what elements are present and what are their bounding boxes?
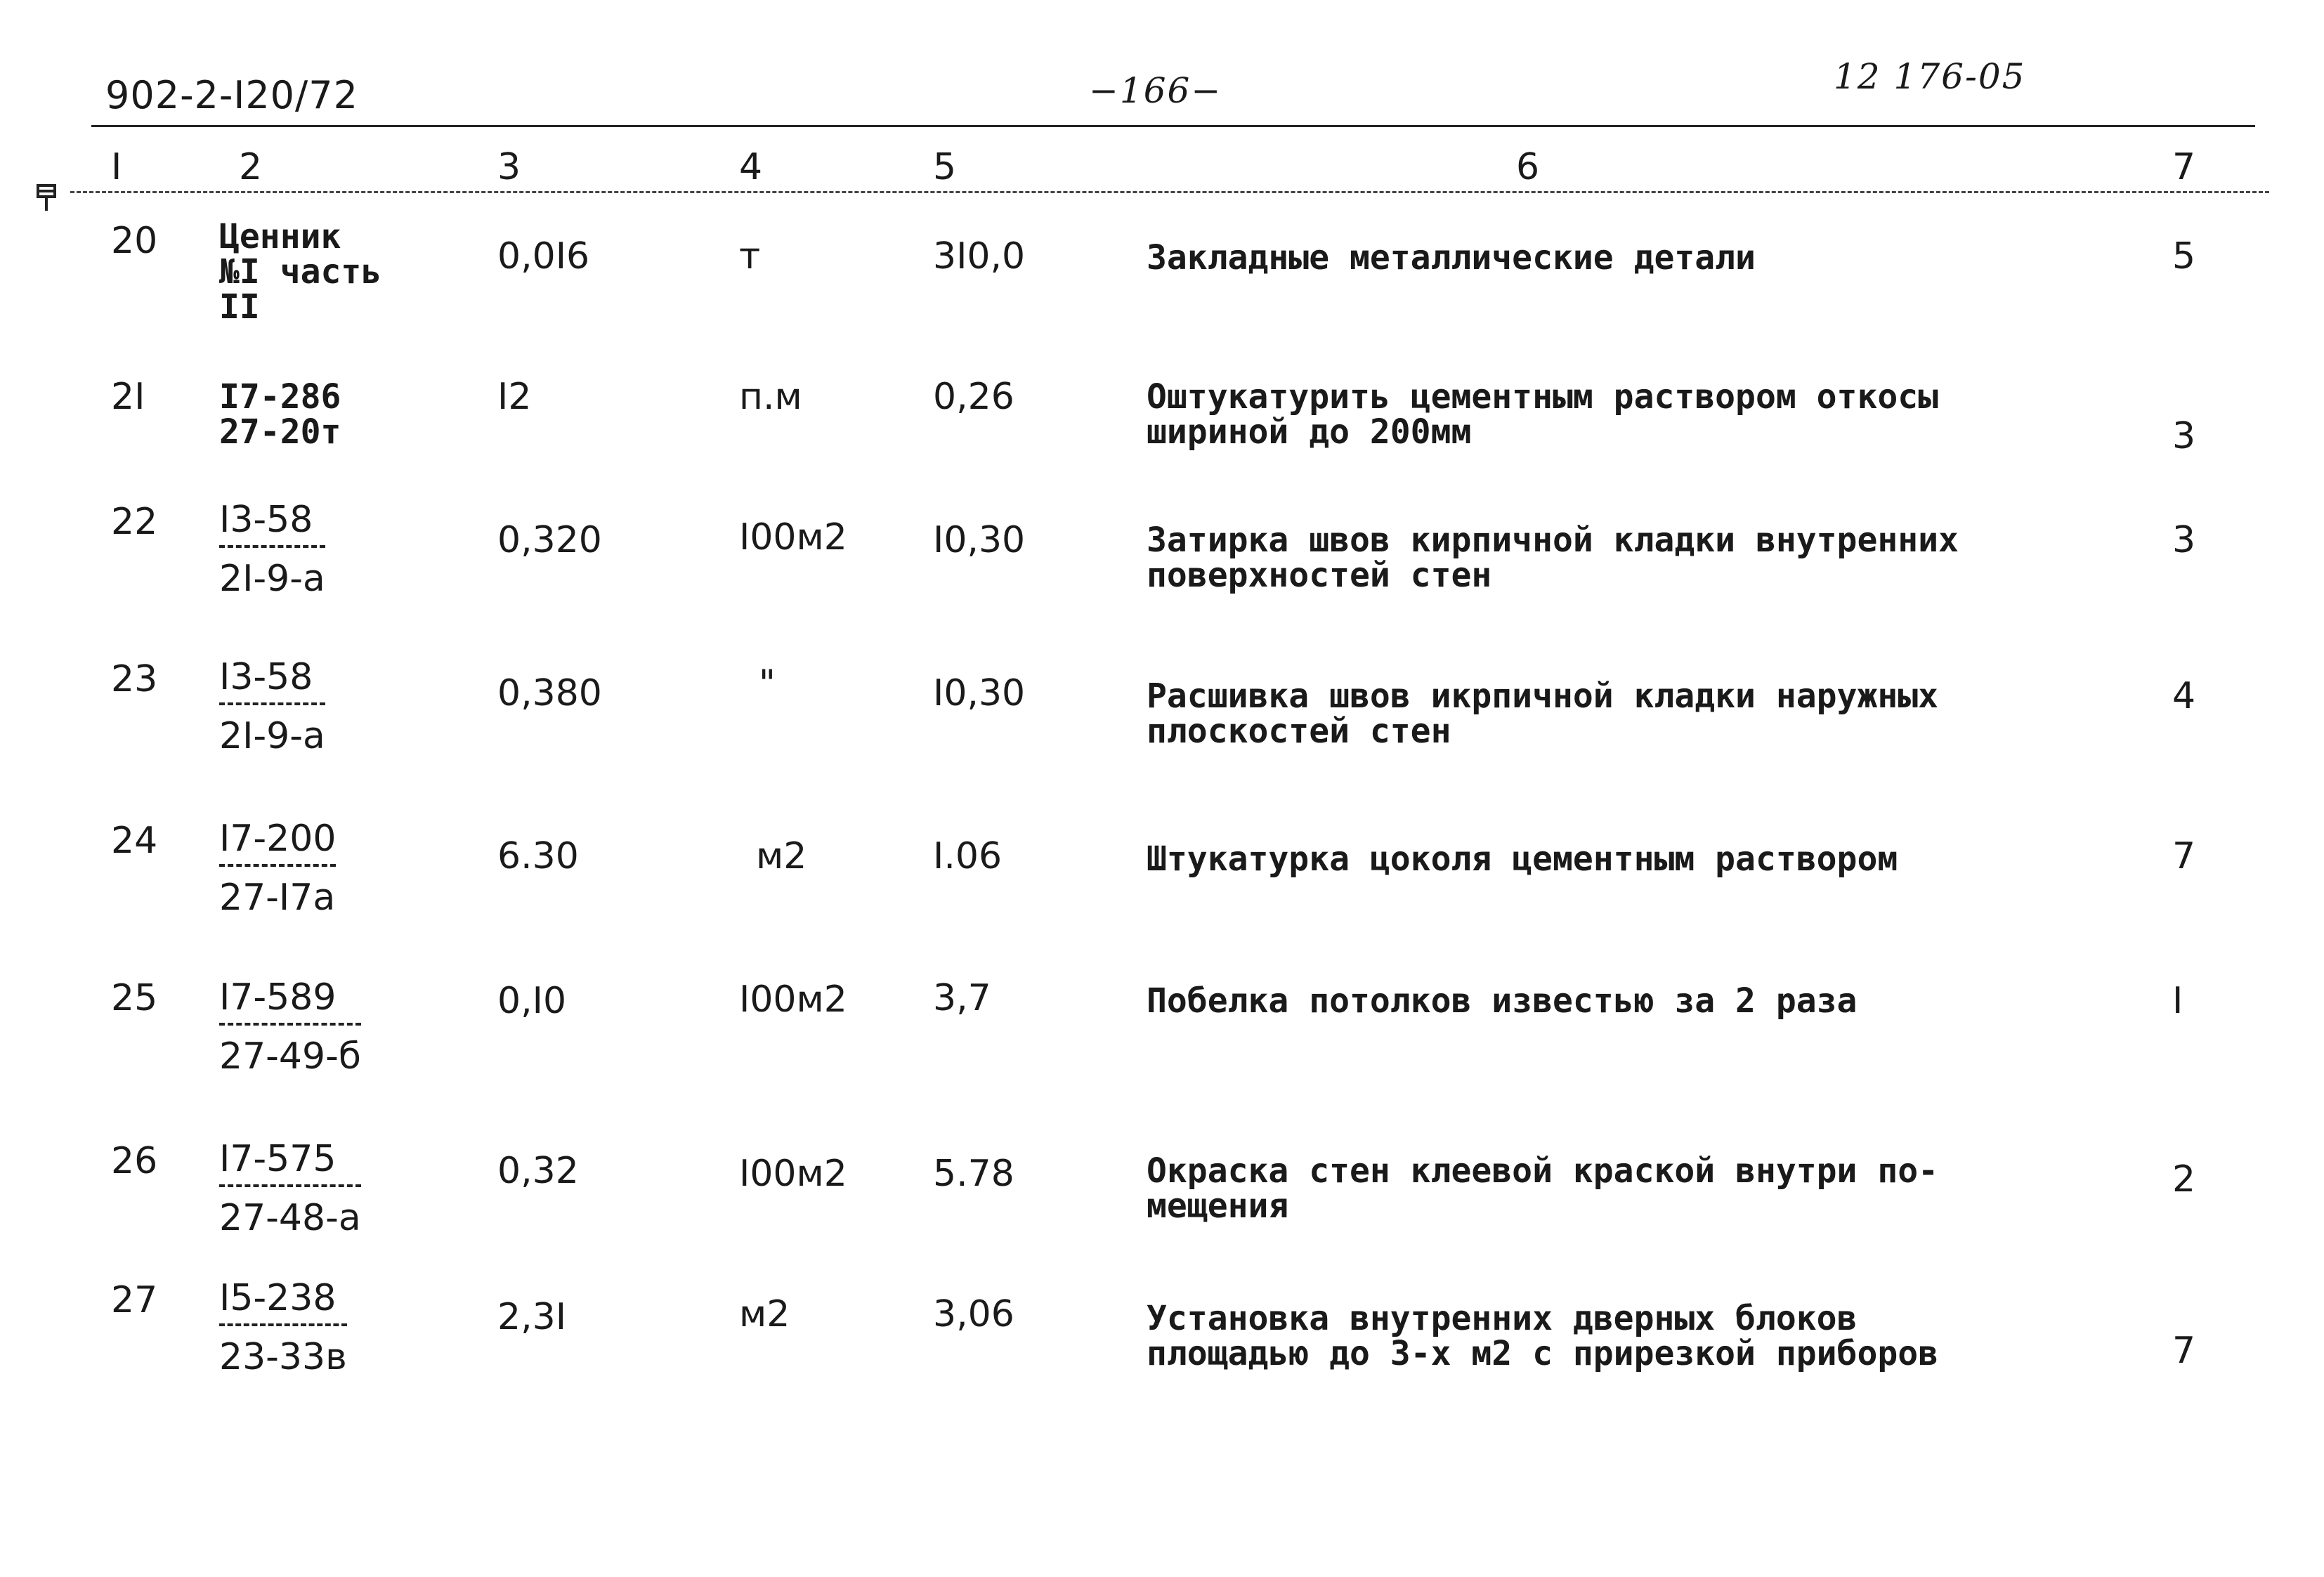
column-header-5: 5 [933,146,957,188]
work-description: Расшивка швов икрпичной кладки наружных плоскостей стен [1147,676,1939,751]
row-number: 23 [111,658,158,700]
quantity: 6.30 [497,835,579,877]
work-description: Оштукатурить цементным раствором откосы шириной до 200мм [1147,377,1939,452]
binding-mark-icon [37,184,58,211]
unit-price: 3,7 [933,977,991,1019]
work-description: Установка внутренних дверных блоков площадью до 3-х м2 с прирезкой приборов [1147,1299,1939,1373]
unit: " [759,662,776,705]
quantity: I2 [497,376,532,418]
quantity: 0,320 [497,519,602,561]
unit: м2 [756,835,807,877]
column-7-value: I [2172,980,2183,1022]
unit-price: 5.78 [933,1153,1014,1195]
norm-code-bottom: 27-49-б [219,1035,361,1078]
work-description: Окраска стен клеевой краской внутри по- мещения [1147,1151,1939,1226]
norm-code-bottom: 2I-9-а [219,558,325,600]
unit: п.м [739,376,802,418]
norm-code-bottom: 27-I7а [219,877,336,919]
norm-code-top: I3-58 [219,657,325,705]
row-number: 2I [111,376,145,418]
norm-code-top: I7-575 [219,1139,361,1187]
row-number: 27 [111,1279,158,1321]
unit: I00м2 [739,979,847,1021]
quantity: 2,3I [497,1296,567,1338]
work-description: Побелка потолков известью за 2 раза [1147,981,1858,1021]
row-number: 25 [111,977,158,1019]
column-header-3: 3 [497,146,521,188]
row-number: 22 [111,501,158,543]
norm-code-fraction [219,657,325,756]
work-description: Штукатурка цоколя цементным раствором [1147,839,1898,879]
norm-code: Ценник №I часть II [219,217,382,327]
column-header-7: 7 [2172,146,2196,188]
quantity: 0,0I6 [497,235,590,277]
sheet-number: 12 176-05 [1834,56,2026,97]
unit-price: I0,30 [933,672,1026,714]
quantity: 0,32 [497,1150,579,1192]
norm-code-top: I3-58 [219,500,325,548]
norm-code-bottom: 2I-9-а [219,715,325,757]
column-7-value: 2 [2172,1158,2196,1200]
unit: т [739,235,761,277]
unit-price: I0,30 [933,519,1026,561]
page-number: −166− [1089,70,1222,111]
norm-code-fraction [219,1278,347,1377]
row-number: 20 [111,220,158,262]
norm-code-fraction [219,500,325,598]
quantity: 0,I0 [497,980,567,1022]
column-7-value: 7 [2172,835,2196,877]
unit: м2 [739,1293,790,1335]
norm-code-fraction [219,819,336,917]
norm-code-top: I5-238 [219,1278,347,1326]
column-7-value: 3 [2172,519,2196,561]
norm-code-fraction [219,978,361,1076]
document-code: 902-2-I20/72 [105,73,358,117]
column-7-value: 7 [2172,1330,2196,1372]
unit-price: I.06 [933,835,1003,877]
norm-code-bottom: 27-48-а [219,1197,361,1239]
unit: I00м2 [739,1153,847,1195]
norm-code-top: I7-200 [219,819,336,867]
column-header-4: 4 [739,146,763,188]
norm-code-bottom: 23-33в [219,1336,347,1378]
norm-code: I7-286 27-20т [219,377,341,452]
column-7-value: 4 [2172,675,2196,717]
column-7-value: 5 [2172,235,2196,277]
unit-price: 3,06 [933,1293,1014,1335]
quantity: 0,380 [497,672,602,714]
norm-code-fraction [219,1139,361,1238]
header-rule [91,125,2255,127]
column-header-1: I [111,146,122,188]
work-description: Закладные металлические детали [1147,238,1756,277]
column-7-value: 3 [2172,415,2196,457]
column-header-rule [70,191,2269,193]
column-header-2: 2 [239,146,263,188]
work-description: Затирка швов кирпичной кладки внутренних поверхностей стен [1147,521,1959,595]
unit-price: 3I0,0 [933,235,1026,277]
column-header-6: 6 [1516,146,1540,188]
row-number: 26 [111,1140,158,1182]
norm-code-top: I7-589 [219,978,361,1026]
unit-price: 0,26 [933,376,1014,418]
row-number: 24 [111,820,158,862]
unit: I00м2 [739,516,847,558]
